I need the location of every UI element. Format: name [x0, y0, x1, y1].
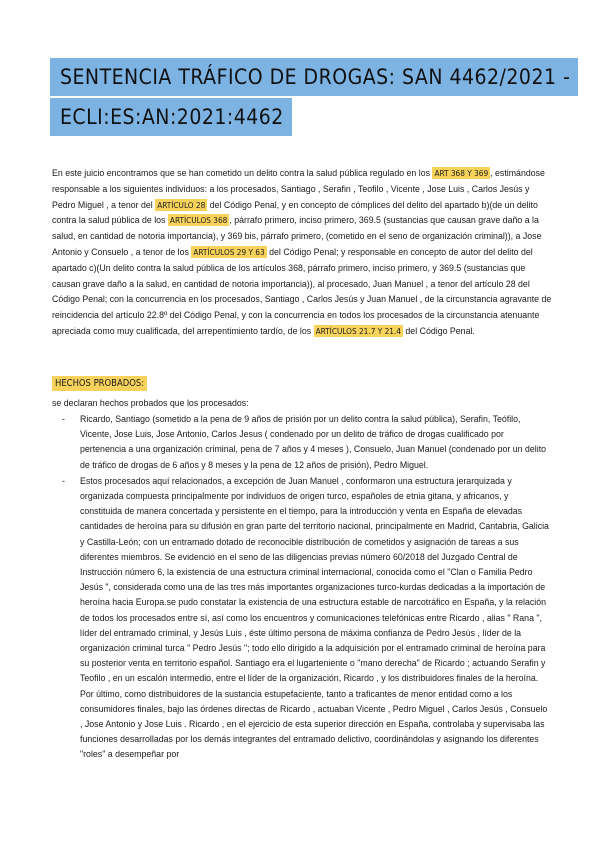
hechos-lead-text: se declaran hechos probados que los procesados: — [52, 398, 249, 408]
list-dash: - — [62, 475, 65, 486]
list-dash: - — [62, 414, 65, 424]
list-item — [62, 474, 550, 763]
intro-text-3: del Código Penal, y en concepto de cómplices del delito del apartado b)(de un delito contra la salud pública de los — [52, 199, 538, 226]
document-title-line-1: SENTENCIA TRÁFICO DE DROGAS: SAN 4462/2021 - — [50, 58, 578, 96]
document-title-line-2: ECLI:ES:AN:2021:4462 — [50, 98, 292, 136]
highlight-articulos-29-63: ARTÍCULOS 29 Y 63 — [193, 246, 265, 257]
list-item — [62, 412, 550, 473]
intro-paragraph — [52, 166, 552, 340]
highlight-articulos-368: ARTÍCULOS 368 — [169, 215, 228, 226]
intro-text-6: del Código Penal. — [402, 325, 475, 336]
hechos-list — [62, 412, 550, 764]
list-item-text: Ricardo, Santiago (sometido a la pena de 9 años de prisión por un delito contra la salud pública), Serafin, Teófilo, Vicente, Jose Luis, Jose Antonio, Carlos Jesus ( condenado por un delito de tráfico de drogas cualificado por pertenencia a una organización criminal, pena de 7 años y 4 meses ), Consuelo, Juan Manuel (condenado por un delito de tráfico de drogas de 6 años y 8 meses y la pena de 12 años de prisión), Pedro Miguel. — [80, 414, 547, 470]
list-item-text: Estos procesados aquí relacionados, a excepción de Juan Manuel , conformaron una estructura jerarquizada y organizada compuesta principalmente por individuos de origen turco, españoles de etnia gitana, y africanos, y constituida de manera concertada y persistente en el tiempo, para la introducción y venta en España de elevadas cantidades de heroína para su difusión en gran parte del territorio nacional, principalmente en Madrid, Cantabria, Galicia y Castilla-León; con un entramado dotado de reconocible distribución de cometidos y asignación de tareas a sus diferentes miembros. Se evidenció en el seno de las diligencias previas número 60/2018 del Juzgado Central de Instrucción número 6, la existencia de una estructura criminal internacional, conocida como el "Clan o Familia Pedro Jesús ", considerada como una de las tres más importantes organizaciones turco-kurdas dedicadas a la importación de heroína hacia Europa.se pudo constatar la existencia de una estructura estable de narcotráfico en España, y la relación de todos los procesados entre sí, así como los encuentros y comunicaciones telefónicas entre Ricardo , alias " Rana ", líder del entramado criminal, y Jesús Luis , éste último persona de máxima confianza de Pedro Jesús , líder de la organización criminal turca " Pedro Jesús "; todo ello dirigido a la adquisición por el entramado criminal de heroína para su posterior venta en territorio español. Santiago era el lugarteniente o "mano derecha" de Ricardo ; actuando Serafin y Teofilo , en un escalón intermedio, entre el líder de la organización, Ricardo , y los distribuidores finales de la heroína. Por último, como distribuidores de la sustancia estupefaciente, tanto a traficantes de menor entidad como a los consumidores finales, bajo las órdenes directas de Ricardo , actuaban Vicente , Pedro Miguel , Carlos Jesús , Consuelo , Jose Antonio y Jose Luis . Ricardo , en el ejercicio de esta superior dirección en España, controlaba y supervisaba las funciones desarrolladas por los demás integrantes del entramado delictivo, coordinándolas y asignando los diferentes "roles" a desempeñar por — [80, 475, 549, 760]
intro-text-2: , estimándose responsable a los siguientes individuos: a los procesados, Santiago , Serafin , Teofilo , Vicente , Jose Luis , Carlos Jesús y Pedro Miguel , a tenor del — [52, 168, 545, 210]
hechos-probados-heading: HECHOS PROBADOS: — [52, 376, 147, 391]
intro-text-5: del Código Penal; y responsable en concepto de autor del delito del apartado c)(Un delito contra la salud pública de los artículos 368, párrafo primero, inciso primero, y 369.5 (sustancias que causan grave daño a la salud, en cantidad de notoria importancia)), al procesado, Juan Manuel , a tenor del artículo 28 del Código Penal; con la concurrencia en los procesados, Santiago , Carlos Jesús y Juan Manuel , de la circunstancia agravante de reincidencia del artículo 22.8º del Código Penal, y con la concurrencia en todos los procesados de la circunstancia atenuante apreciada como muy cualificada, del arrepentimiento tardío, de los — [52, 246, 552, 336]
highlight-articulo-28: ARTÍCULO 28 — [157, 199, 206, 210]
intro-text-1: En este juicio encontramos que se han cometido un delito contra la salud pública regulado en los — [52, 168, 433, 178]
highlight-art-368-369: ART 368 Y 369 — [434, 168, 489, 178]
highlight-articulos-21: ARTÍCULOS 21.7 Y 21.4 — [315, 325, 401, 336]
intro-text-4: , párrafo primero, inciso primero, 369.5 (sustancias que causan grave daño a la salud, en cantidad de notoria importancia), y 369 bis, párrafo primero, (cometido en el seno de organización criminal)), a Jose Antonio y Consuelo , a tenor de los — [52, 215, 542, 257]
